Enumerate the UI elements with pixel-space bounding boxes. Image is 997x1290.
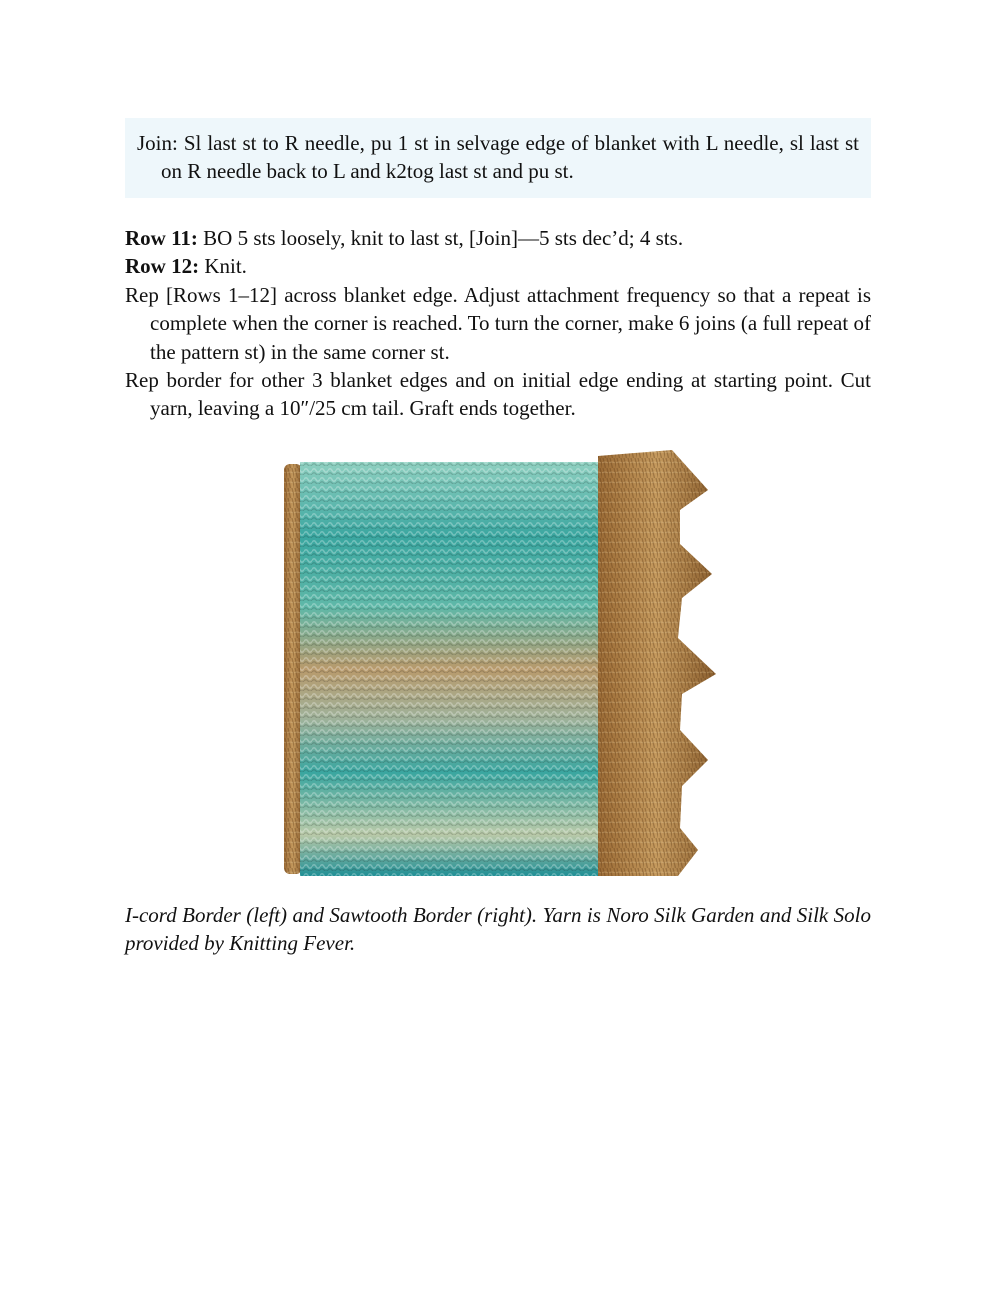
knitted-swatch-photo (280, 448, 720, 880)
repeat-border-instruction: Rep border for other 3 blanket edges and on initial edge ending at starting point. Cut yarn, leaving a 10″/25 cm tail. Graft ends together. (125, 368, 871, 421)
repeat-rows-instruction: Rep [Rows 1–12] across blanket edge. Adjust attachment frequency so that a repeat is complete when the corner is reached. To turn the corner, make 6 joins (a full repeat of the pattern st) in the same corner st. (125, 282, 871, 364)
i-cord-border (284, 464, 302, 874)
row-12-text: Knit. (199, 254, 247, 279)
swatch-illustration (280, 448, 720, 880)
row-12-instruction (125, 252, 871, 280)
row-11-text: BO 5 sts loosely, knit to last st, [Join]—5 sts dec’d; 4 sts. (197, 226, 684, 250)
instructions-block (125, 224, 871, 423)
row-11-instruction (125, 224, 871, 252)
join-instruction: Join: Sl last st to R needle, pu 1 st in selvage edge of blanket with L needle, sl last st on R needle back to L and k2tog last st and pu st. (137, 131, 859, 183)
join-callout-box (125, 118, 871, 198)
garter-stitch-body (300, 462, 602, 876)
row-12-label: Row 12: (125, 254, 200, 279)
figure-caption (125, 901, 871, 958)
sawtooth-border (598, 450, 716, 876)
caption-text: I-cord Border (left) and Sawtooth Border (right). Yarn is Noro Silk Garden and Silk Solo provided by Knitting Fever. (125, 903, 871, 956)
row-11-label: Row 11: (125, 226, 198, 250)
